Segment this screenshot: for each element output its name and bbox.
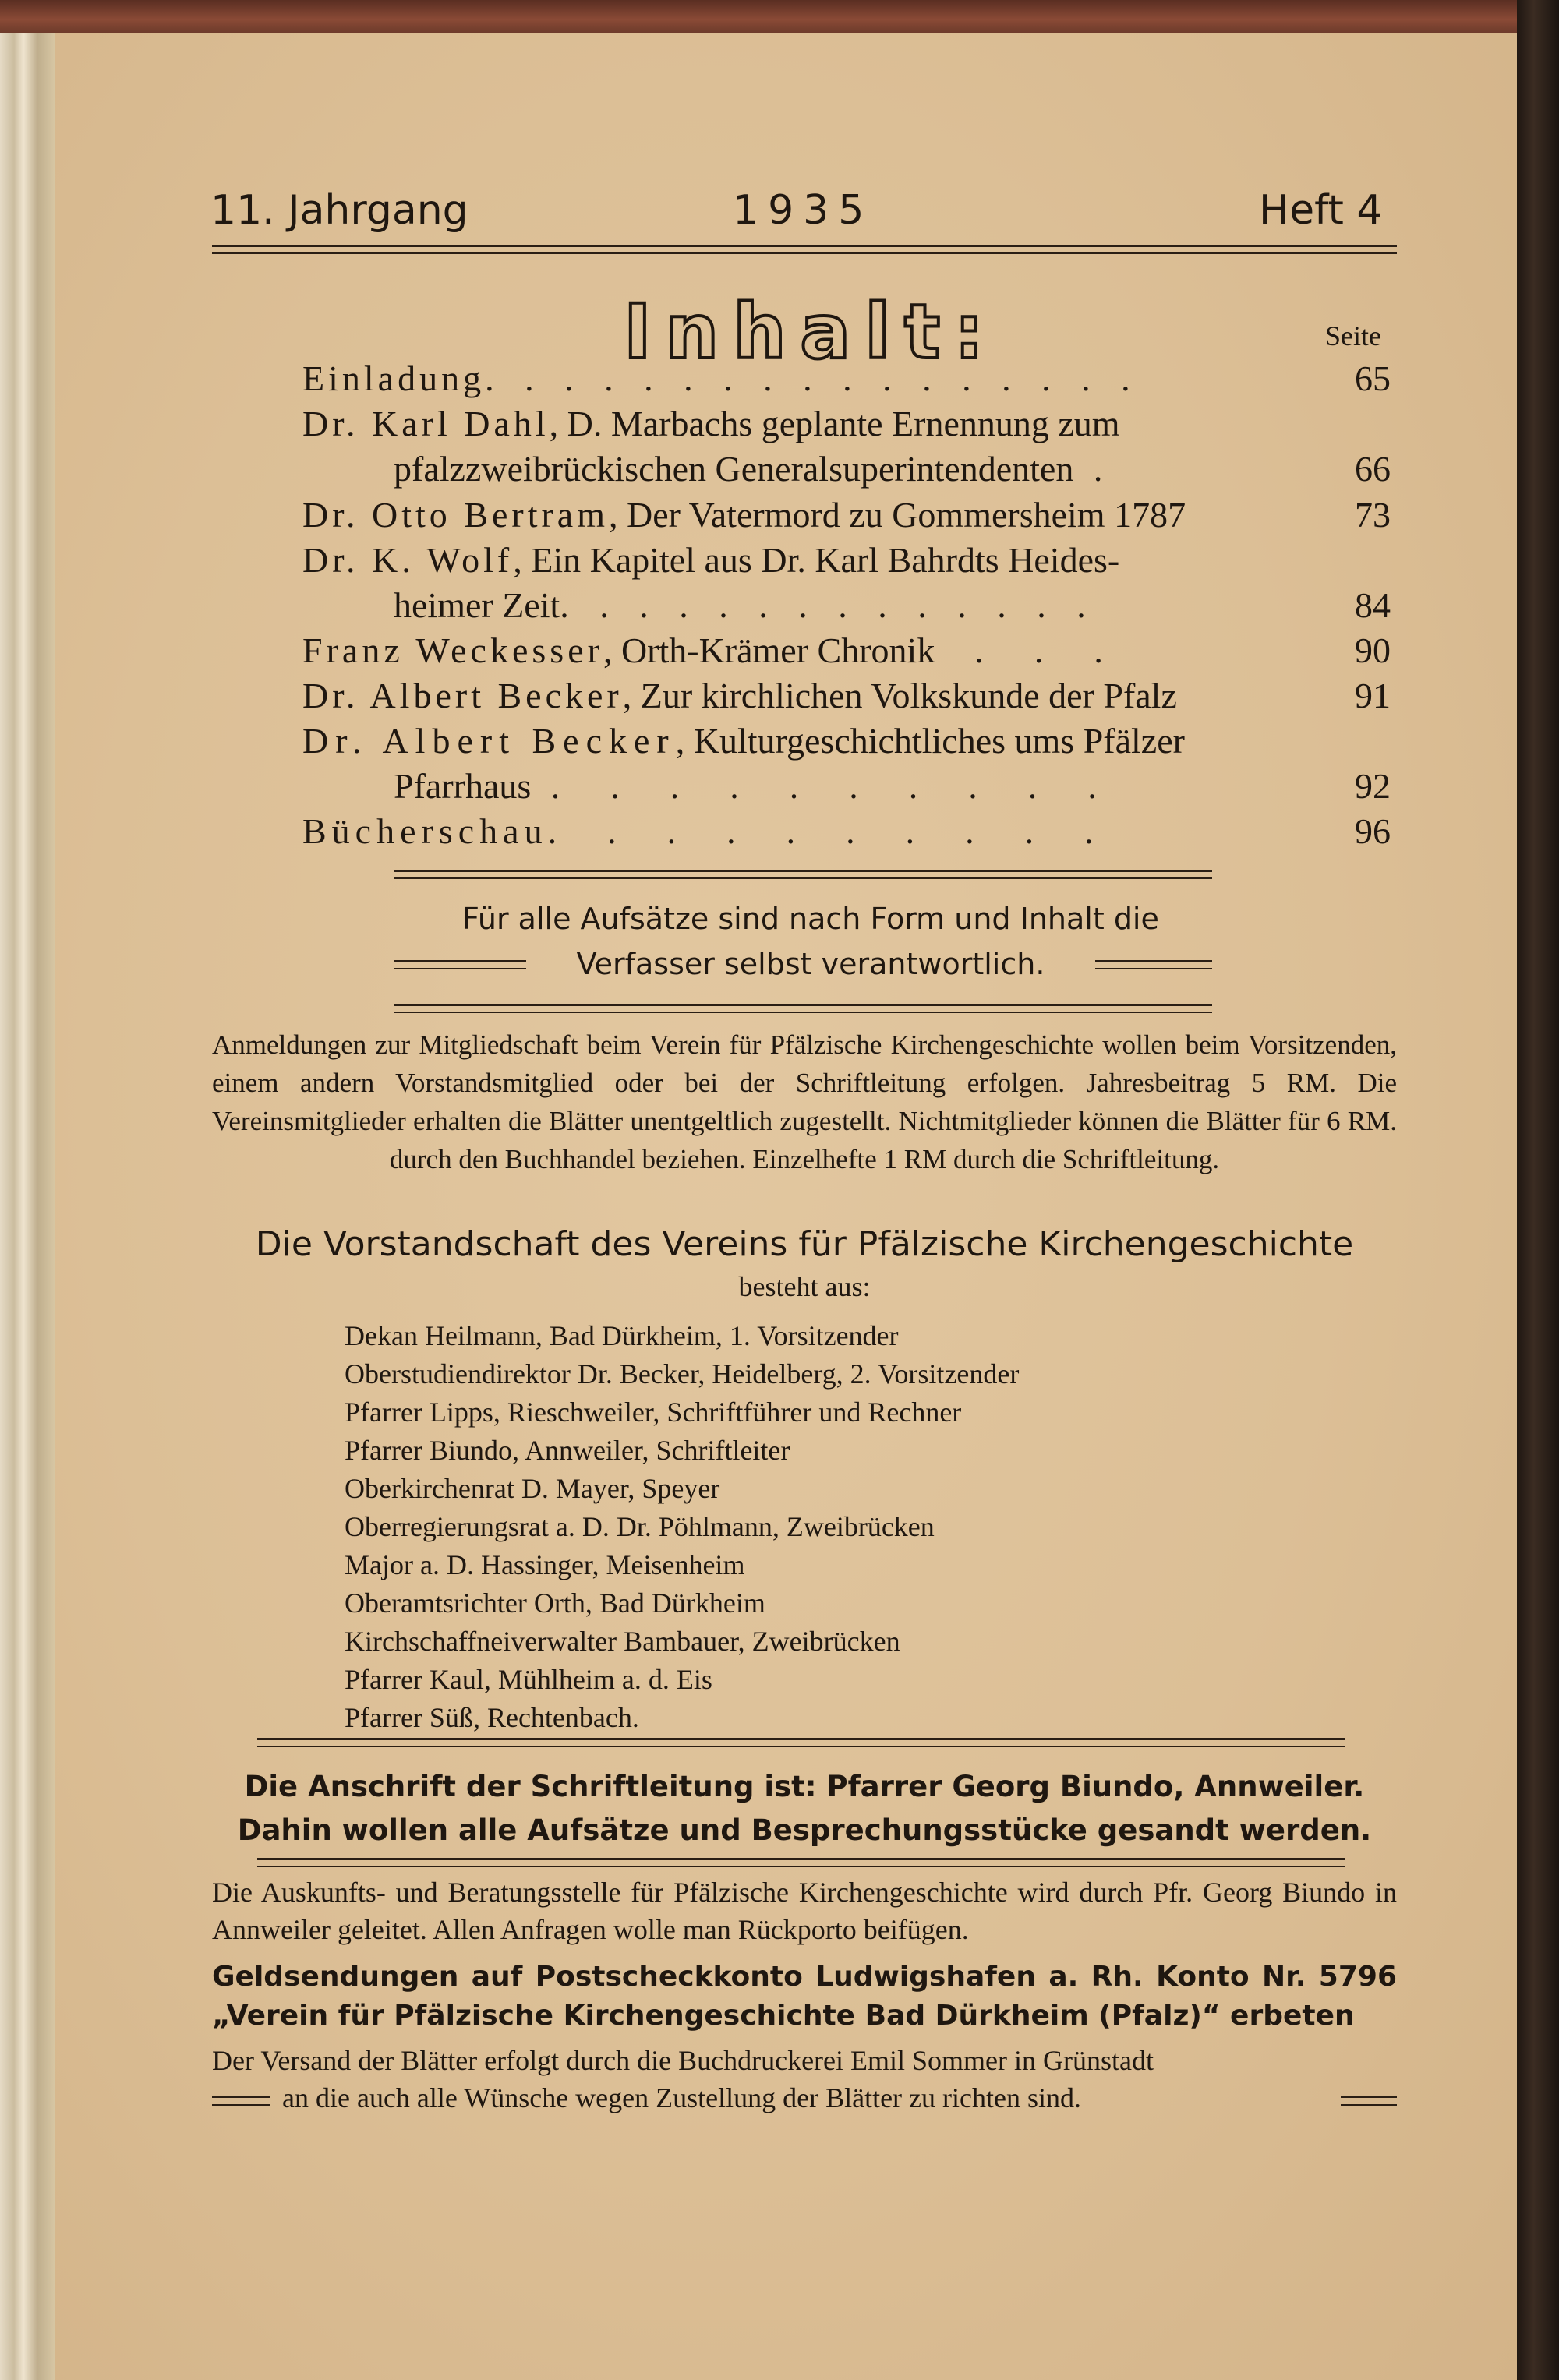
toc-entry: [302, 538, 1394, 583]
toc-entry: Einladung. . . . . . . . . . . . . . . . . 65: [302, 356, 1394, 401]
toc-title-cont: heimer Zeit: [394, 585, 560, 625]
membership-notice: Anmeldungen zur Mitgliedschaft beim Verein für Pfälzische Kirchengeschichte wollen beim Vorsitzenden, einem andern Vorstandsmitglied oder bei der Schriftleitung erfolgen. Jahresbeitrag 5 RM. Die Vereinsmitglieder erhalten die Blätter unentgeltlich zugestellt. Nichtmitglieder können die Blätter für 6 RM. durch den Buchhandel beziehen. Einzelhefte 1 RM durch die Schriftleitung.: [212, 1029, 1397, 1174]
board-heading: Die Vorstandschaft des Vereins für Pfälzische Kirchengeschichte: [255, 1224, 1354, 1264]
board-member: Oberregierungsrat a. D. Dr. Pöhlmann, Zweibrücken: [345, 1511, 935, 1542]
toc-entry-continuation: pfalzzweibrückischen Generalsuperintendenten . 66: [394, 447, 1485, 492]
toc-entry: Franz Weckesser, Orth-Krämer Chronik . . . 90: [302, 628, 1394, 673]
divider: [257, 1866, 1345, 1867]
shipping-line-2: an die auch alle Wünsche wegen Zustellung der Blätter zu richten sind.: [282, 2082, 1081, 2113]
address-line-1: Die Anschrift der Schriftleitung ist: Pfarrer Georg Biundo, Annweiler.: [244, 1770, 1365, 1803]
responsibility-line-2: Verfasser selbst verantwortlich.: [576, 947, 1045, 981]
toc-title: , Kulturgeschichtliches ums Pfälzer: [675, 721, 1185, 761]
divider: [212, 2104, 270, 2106]
toc-entry: Bücherschau. . . . . . . . . . 96: [302, 809, 1394, 854]
divider: [257, 1738, 1345, 1740]
page-column-label: Seite: [1325, 320, 1381, 351]
header-rule-bottom: [212, 252, 1397, 254]
toc-author: Dr. Karl Dahl: [302, 404, 550, 443]
toc-entry: [302, 493, 1394, 538]
toc-title-cont: Pfarrhaus: [394, 766, 532, 806]
toc-page: 92: [1355, 766, 1391, 806]
board-member: Oberstudiendirektor Dr. Becker, Heidelberg, 2. Vorsitzender: [345, 1358, 1020, 1390]
toc-page: 96: [1355, 811, 1391, 851]
shipping-line-1: Der Versand der Blätter erfolgt durch die Buchdruckerei Emil Sommer in Grünstadt: [212, 2045, 1154, 2076]
divider: [394, 1012, 1212, 1013]
toc-title: , D. Marbachs geplante Ernennung zum: [549, 404, 1120, 443]
book-spine-right: [1517, 0, 1559, 2380]
toc-title: , Der Vatermord zu Gommersheim 1787: [609, 495, 1186, 535]
board-member-list: [345, 1317, 1019, 1737]
divider: [394, 1004, 1212, 1006]
advisory-notice: Die Auskunfts- und Beratungsstelle für Pfälzische Kirchengeschichte wird durch Pfr. Georg Biundo in Annweiler geleitet. Allen Anfragen wolle man Rückporto beifügen.: [212, 1877, 1397, 1945]
toc-page: 65: [1355, 358, 1391, 398]
board-member: Oberamtsrichter Orth, Bad Dürkheim: [345, 1587, 765, 1619]
divider: [394, 877, 1212, 879]
toc-title-cont: pfalzzweibrückischen Generalsuperintendenten: [394, 449, 1074, 489]
toc-entry-continuation: heimer Zeit. . . . . . . . . . . . . . 84: [394, 583, 1485, 628]
toc-entry: [302, 673, 1394, 719]
board-member: Pfarrer Lipps, Rieschweiler, Schriftführer und Rechner: [345, 1397, 962, 1428]
toc-title: , Zur kirchlichen Volkskunde der Pfalz: [622, 676, 1177, 715]
toc-author: Dr. K. Wolf: [302, 540, 514, 580]
toc-page: 91: [1355, 676, 1391, 715]
toc-title: , Orth-Krämer Chronik: [603, 630, 935, 670]
toc-page: 73: [1355, 495, 1391, 535]
divider: [212, 2096, 270, 2098]
divider: [257, 1746, 1345, 1747]
book-binding-top: [0, 0, 1559, 33]
toc-author: Bücherschau: [302, 811, 548, 851]
divider: [1341, 2104, 1397, 2106]
divider: [394, 968, 526, 969]
contents-title: Inhalt:: [624, 288, 999, 376]
board-member: Pfarrer Kaul, Mühlheim a. d. Eis: [345, 1664, 712, 1695]
payment-notice: Geldsendungen auf Postscheckkonto Ludwigshafen a. Rh. Konto Nr. 5796 „Verein für Pfälzische Kirchengeschichte Bad Dürkheim (Pfalz)“ erbeten: [212, 1961, 1397, 2032]
board-member: Oberkirchenrat D. Mayer, Speyer: [345, 1473, 720, 1504]
divider: [1341, 2096, 1397, 2098]
board-member: Major a. D. Hassinger, Meisenheim: [345, 1549, 745, 1580]
divider: [394, 870, 1212, 872]
toc-page: 90: [1355, 630, 1391, 670]
toc-page: 66: [1355, 449, 1391, 489]
header-rule-top: [212, 245, 1397, 247]
board-member: Dekan Heilmann, Bad Dürkheim, 1. Vorsitzender: [345, 1320, 899, 1351]
toc-entry-continuation: Pfarrhaus . . . . . . . . . . 92: [394, 764, 1485, 809]
toc-author: Dr. Albert Becker: [302, 721, 676, 761]
divider: [1095, 968, 1212, 969]
board-member: Pfarrer Biundo, Annweiler, Schriftleiter: [345, 1435, 790, 1466]
board-member: Pfarrer Süß, Rechtenbach.: [345, 1702, 639, 1733]
board-member: Kirchschaffneiverwalter Bambauer, Zweibrücken: [345, 1626, 900, 1657]
toc-entry: [302, 401, 1394, 447]
divider: [257, 1858, 1345, 1860]
board-subheading: besteht aus:: [738, 1271, 871, 1302]
toc-author: Einladung: [302, 358, 486, 398]
toc-author: Franz Weckesser: [302, 630, 603, 670]
divider: [394, 960, 526, 962]
address-line-2: Dahin wollen alle Aufsätze und Besprechungsstücke gesandt werden.: [237, 1813, 1372, 1847]
divider: [1095, 960, 1212, 962]
issue-label: Heft 4: [1259, 187, 1383, 234]
toc-author: Dr. Albert Becker: [302, 676, 623, 715]
toc-title: , Ein Kapitel aus Dr. Karl Bahrdts Heides-: [513, 540, 1120, 580]
year-label: 1935: [733, 187, 874, 234]
toc-entry: [302, 719, 1394, 764]
toc-author: Dr. Otto Bertram: [302, 495, 609, 535]
book-binding-left: [0, 0, 55, 2380]
toc-page: 84: [1355, 585, 1391, 625]
responsibility-line-1: Für alle Aufsätze sind nach Form und Inhalt die: [462, 902, 1159, 936]
volume-label: 11. Jahrgang: [210, 187, 468, 234]
